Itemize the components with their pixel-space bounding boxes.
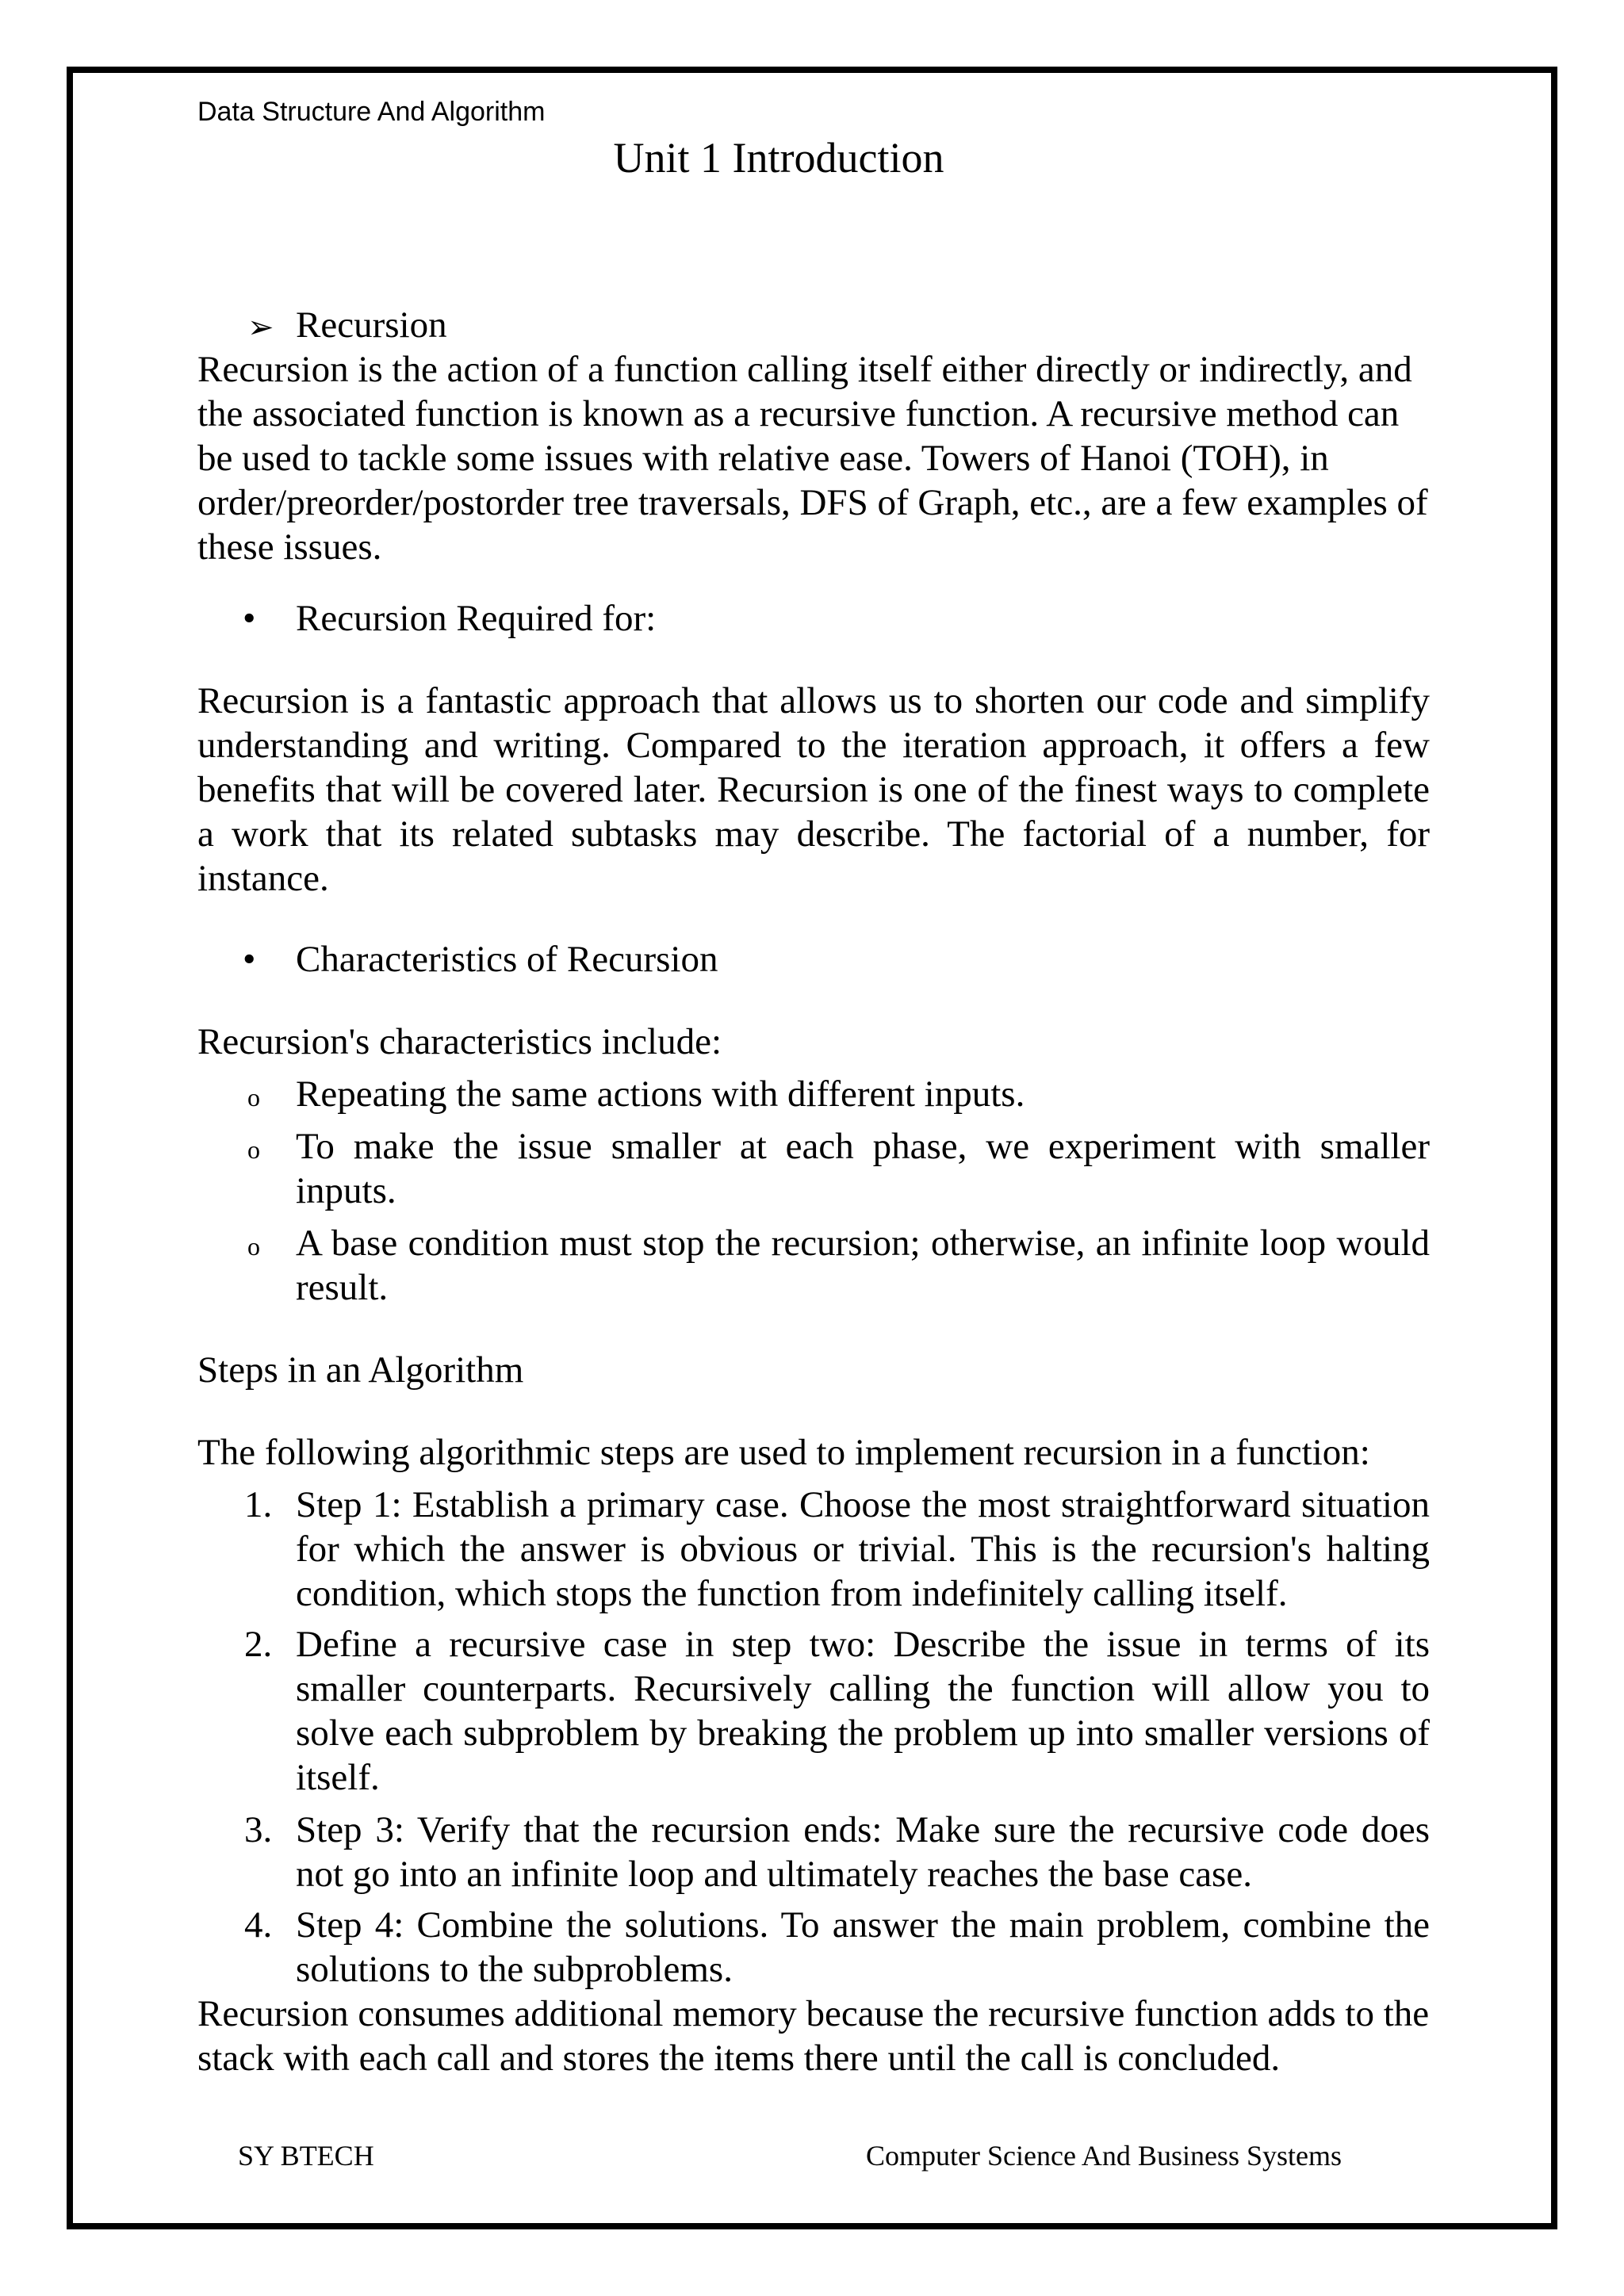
section-heading-recursion: Recursion: [296, 304, 447, 346]
steps-intro: The following algorithmic steps are used to implement recursion in a function:: [197, 1432, 1370, 1473]
section-heading-required-for: Recursion Required for:: [296, 598, 657, 639]
page-title: Unit 1 Introduction: [613, 134, 944, 182]
bullet-icon: •: [243, 939, 256, 980]
course-header: Data Structure And Algorithm: [197, 97, 546, 127]
list-item: A base condition must stop the recursion; otherwise, an infinite loop would result.: [296, 1223, 1430, 1308]
step-item: Step 4: Combine the solutions. To answer the main problem, combine the solutions to the subproblems.: [296, 1904, 1430, 1990]
characteristics-intro: Recursion's characteristics include:: [197, 1021, 722, 1062]
closing-paragraph: Recursion consumes additional memory because the recursive function adds to the stack with each call and stores the items there until the call is concluded.: [197, 1993, 1430, 2079]
bullet-icon: •: [243, 598, 256, 639]
step-item: Define a recursive case in step two: Describe the issue in terms of its smaller counterparts. Recursively calling the function will allow you to solve each subproblem by breaking the problem up into smaller versions of itself.: [296, 1624, 1430, 1798]
list-item: To make the issue smaller at each phase, we experiment with smaller inputs.: [296, 1126, 1430, 1211]
step-number: 1.: [244, 1484, 273, 1525]
step-item: Step 3: Verify that the recursion ends: Make sure the recursive code does not go into an infinite loop and ultimately reaches the base case.: [296, 1809, 1430, 1895]
circle-bullet-icon: o: [247, 1135, 260, 1164]
circle-bullet-icon: o: [247, 1232, 260, 1261]
step-number: 4.: [244, 1904, 273, 1946]
step-number: 2.: [244, 1624, 273, 1665]
footer-left: SY BTECH: [238, 2140, 374, 2172]
step-item: Step 1: Establish a primary case. Choose the most straightforward situation for which the answer is obvious or trivial. This is the recursion's halting condition, which stops the function from indefinitely calling itself.: [296, 1484, 1430, 1614]
arrow-bullet-icon: ➢: [247, 309, 274, 345]
list-item: Repeating the same actions with different inputs.: [296, 1073, 1025, 1115]
required-for-paragraph: Recursion is a fantastic approach that allows us to shorten our code and simplify understanding and writing. Compared to the iteration approach, it offers a few benefits that will be covered later. Recursion is one of the finest ways to complete a work that its related subtasks may describe. The factorial of a number, for instance.: [197, 680, 1430, 899]
step-number: 3.: [244, 1809, 273, 1850]
circle-bullet-icon: o: [247, 1083, 260, 1112]
recursion-definition: Recursion is the action of a function calling itself either directly or indirectly, and the associated function is known as a recursive function. A recursive method can be used to tackle some issues with relative ease. Towers of Hanoi (TOH), in order/preorder/postorder tree traversals, DFS of Graph, etc., are a few examples of these issues.: [197, 349, 1428, 568]
footer-right: Computer Science And Business Systems: [866, 2140, 1342, 2172]
section-heading-steps: Steps in an Algorithm: [197, 1349, 524, 1391]
section-heading-characteristics: Characteristics of Recursion: [296, 939, 718, 980]
